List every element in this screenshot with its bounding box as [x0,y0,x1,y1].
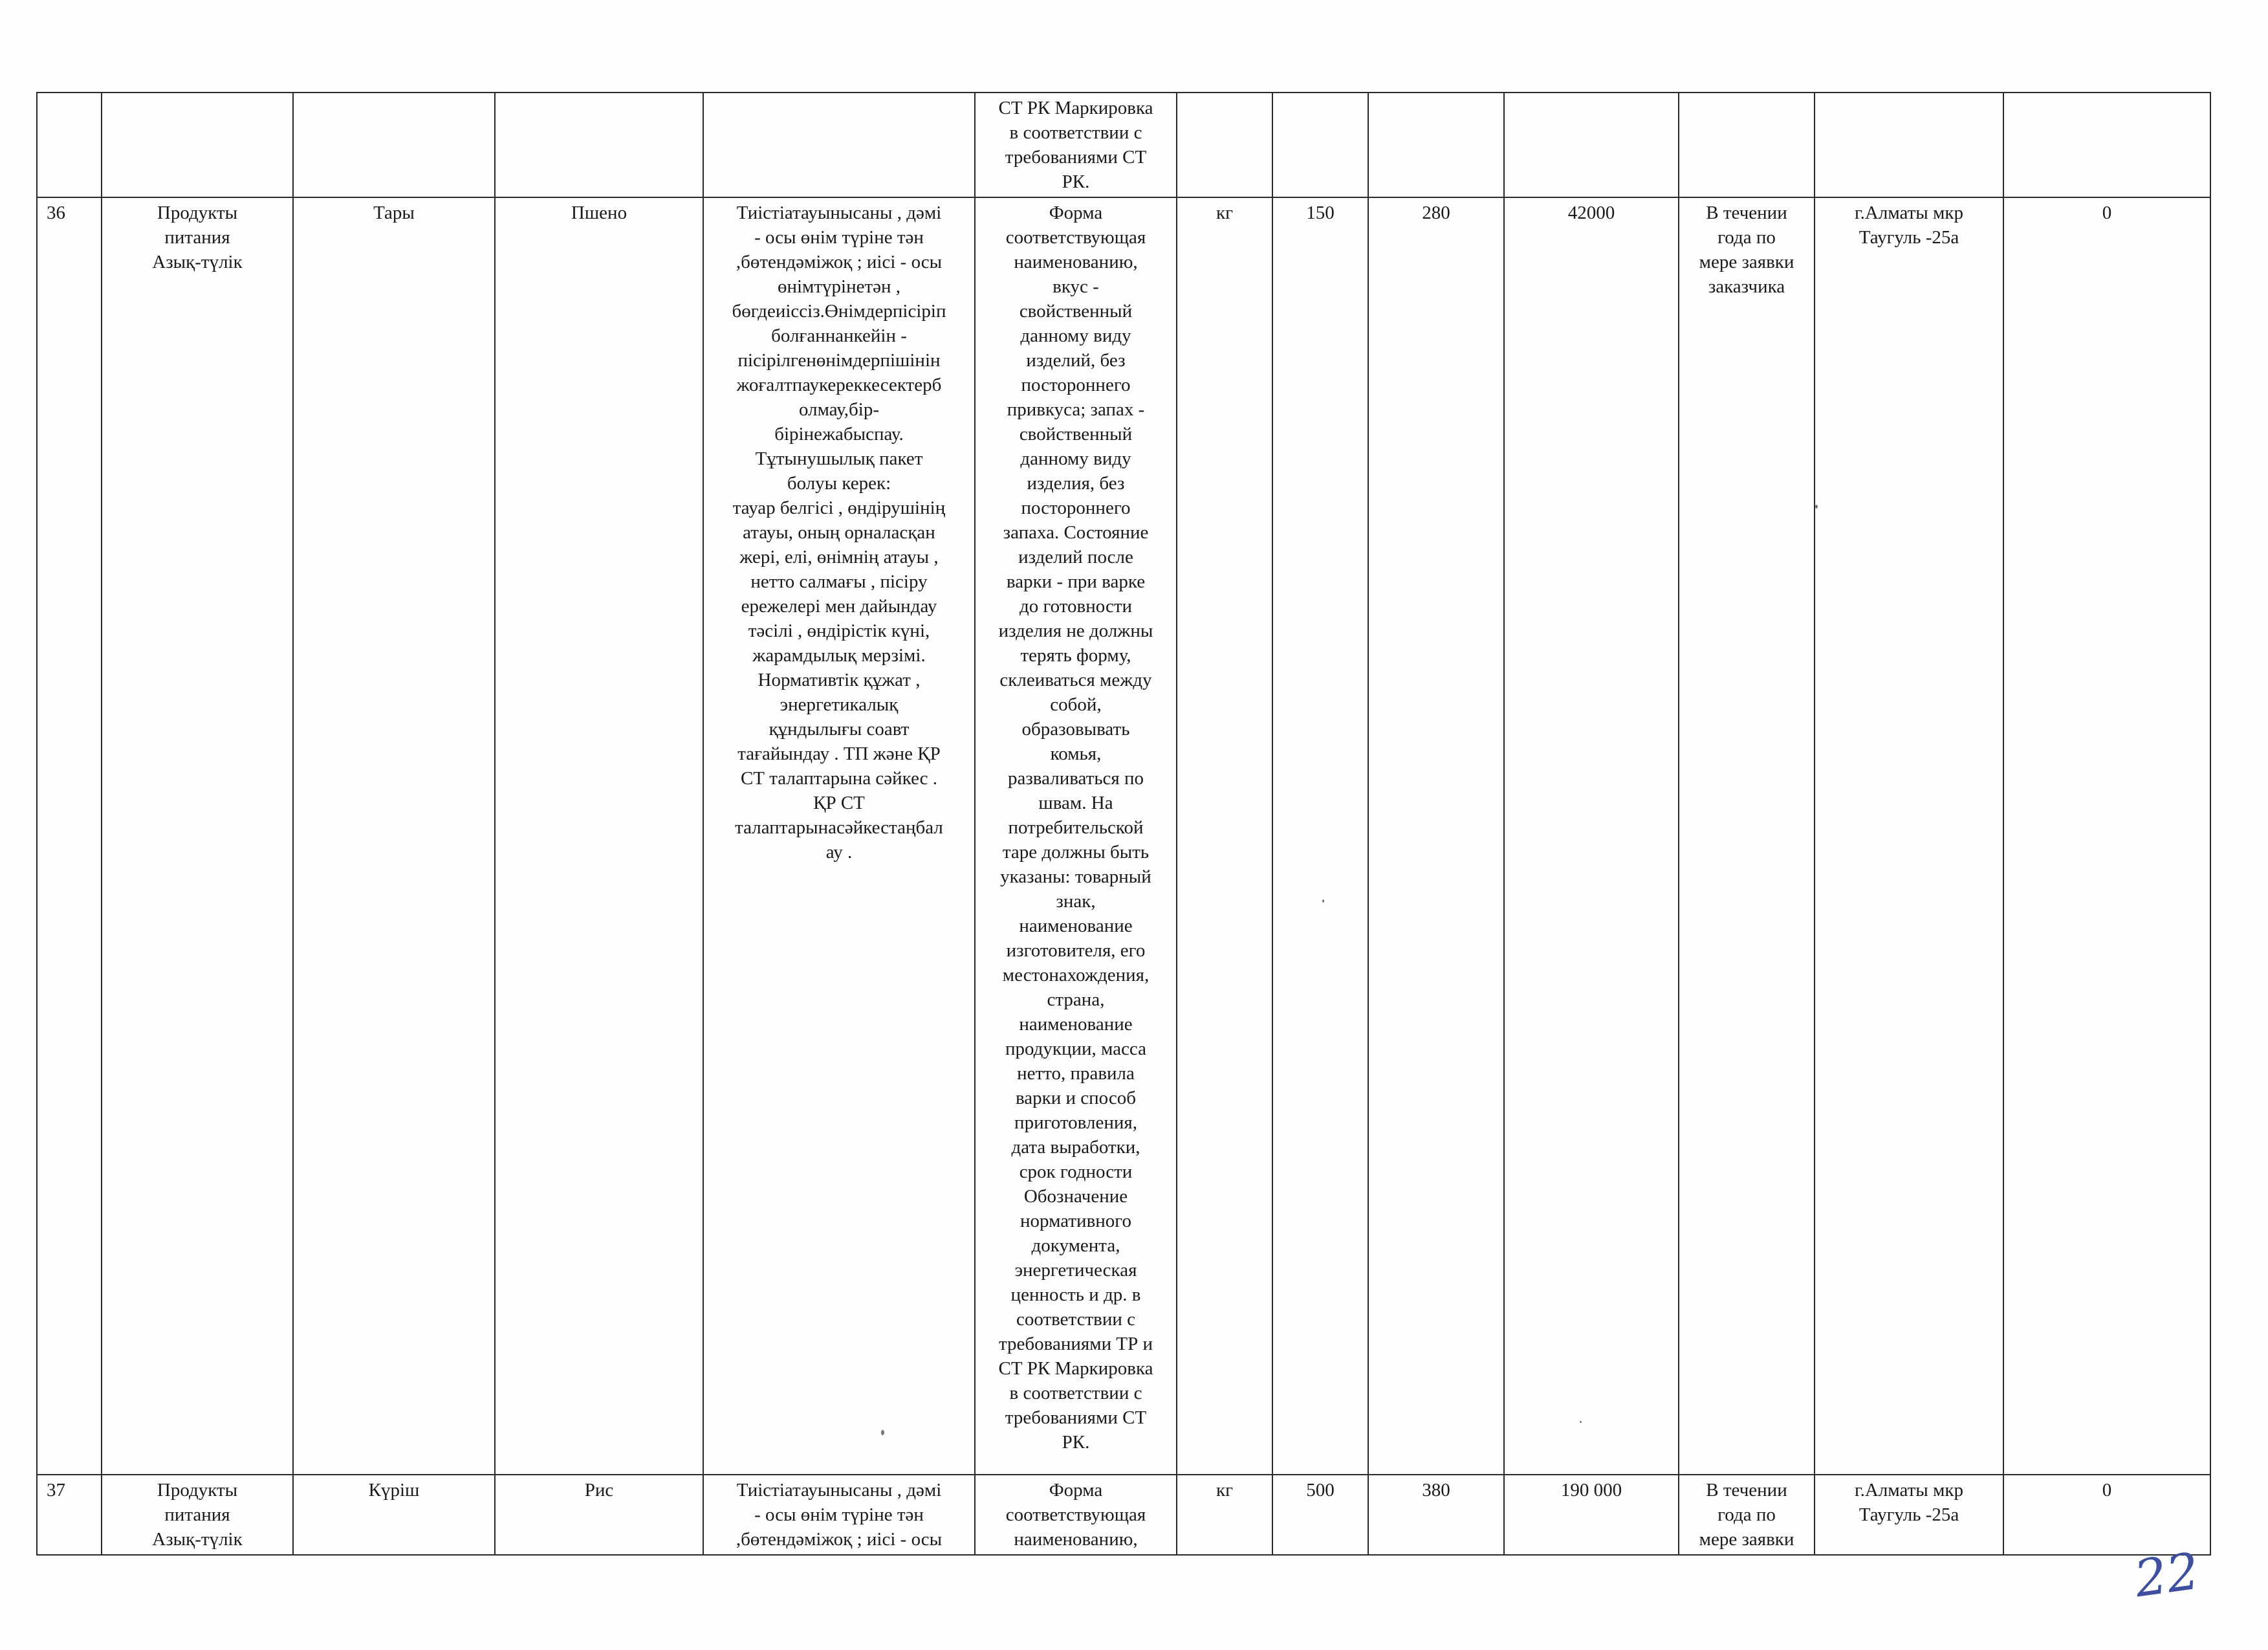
cell-requirements-ru: Форма соответствующая наименованию, [975,1475,1177,1555]
cell-num: 36 [37,197,102,1475]
cell-category [102,93,293,197]
cell-unit: кг [1177,1475,1272,1555]
cell-requirements-kz: Тиістіатауынысаны , дәмі - осы өнім түріне тән ,бөтендәміжоқ ; иісі - осы өнімтүрінетән , бөгдеиіссіз.Өнімдерпісіріп болғаннанкейін - пісірілгенөнімдерпішінін жоғалтпаукереккесектерб олмау,бір- бірінежабыспау. Тұтынушылық пакет болуы керек: тауар белгісі , өндірушінің атауы, оның орналасқан жері, елі, өнімнің атауы , нетто салмағы , пісіру ережелері мен дайындау тәсілі , өндірістік күні, жарамдылық мерзімі. Нормативтік құжат , энергетикалық құндылығы соавт тағайындау . ТП және ҚР СТ талаптарына сәйкес . ҚР СТ талаптарынасәйкестаңбал ау . [703,197,975,1475]
cell-term: В течении года по мере заявки [1679,1475,1815,1555]
table-row [37,1475,2210,1555]
cell-name-kz [293,93,495,197]
cell-advance: 0 [2003,1475,2210,1555]
cell-price [1368,93,1504,197]
cell-num: 37 [37,1475,102,1555]
cell-total: 190 000 [1504,1475,1679,1555]
cell-name-kz: Күріш [293,1475,495,1555]
cell-quantity [1272,93,1368,197]
scan-speck [1580,1421,1582,1423]
cell-requirements-ru: СТ РК Маркировка в соответствии с требованиями СТ РК. [975,93,1177,197]
cell-price: 280 [1368,197,1504,1475]
cell-name-ru: Рис [495,1475,703,1555]
cell-requirements-kz: Тиістіатауынысаны , дәмі - осы өнім түріне тән ,бөтендәміжоқ ; иісі - осы [703,1475,975,1555]
cell-name-kz: Тары [293,197,495,1475]
scan-speck [1322,899,1324,903]
cell-unit: кг [1177,197,1272,1475]
cell-category: Продукты питания Азық-түлік [102,197,293,1475]
procurement-table [36,92,2211,1556]
cell-num [37,93,102,197]
cell-total [1504,93,1679,197]
cell-term [1679,93,1815,197]
scan-speck [881,1430,884,1435]
cell-price: 380 [1368,1475,1504,1555]
cell-requirements-kz [703,93,975,197]
cell-advance: 0 [2003,197,2210,1475]
cell-requirements-ru: Форма соответствующая наименованию, вкус - свойственный данному виду изделий, без постороннего привкуса; запах - свойственный данному виду изделия, без постороннего запаха. Состояние изделий после варки - при варке до готовности изделия не должны терять форму, склеиваться между собой, образовывать комья, разваливаться по швам. На потребительской таре должны быть указаны: товарный знак, наименование изготовителя, его местонахождения, страна, наименование продукции, масса нетто, правила варки и способ приготовления, дата выработки, срок годности Обозначение нормативного документа, энергетическая ценность и др. в соответствии с требованиями ТР и СТ РК Маркировка в соответствии с требованиями СТ РК. [975,197,1177,1475]
scan-speck [1815,505,1818,509]
cell-unit [1177,93,1272,197]
cell-term: В течении года по мере заявки заказчика [1679,197,1815,1475]
cell-place: г.Алматы мкр Таугуль -25а [1815,197,2003,1475]
handwritten-page-number: 22 [2131,1542,2203,1609]
table-row-continuation [37,93,2210,197]
cell-advance [2003,93,2210,197]
cell-place: г.Алматы мкр Таугуль -25а [1815,1475,2003,1555]
cell-quantity: 150 [1272,197,1368,1475]
cell-category: Продукты питания Азық-түлік [102,1475,293,1555]
cell-total: 42000 [1504,197,1679,1475]
cell-name-ru: Пшено [495,197,703,1475]
table-row [37,197,2210,1475]
cell-name-ru [495,93,703,197]
cell-place [1815,93,2003,197]
cell-quantity: 500 [1272,1475,1368,1555]
